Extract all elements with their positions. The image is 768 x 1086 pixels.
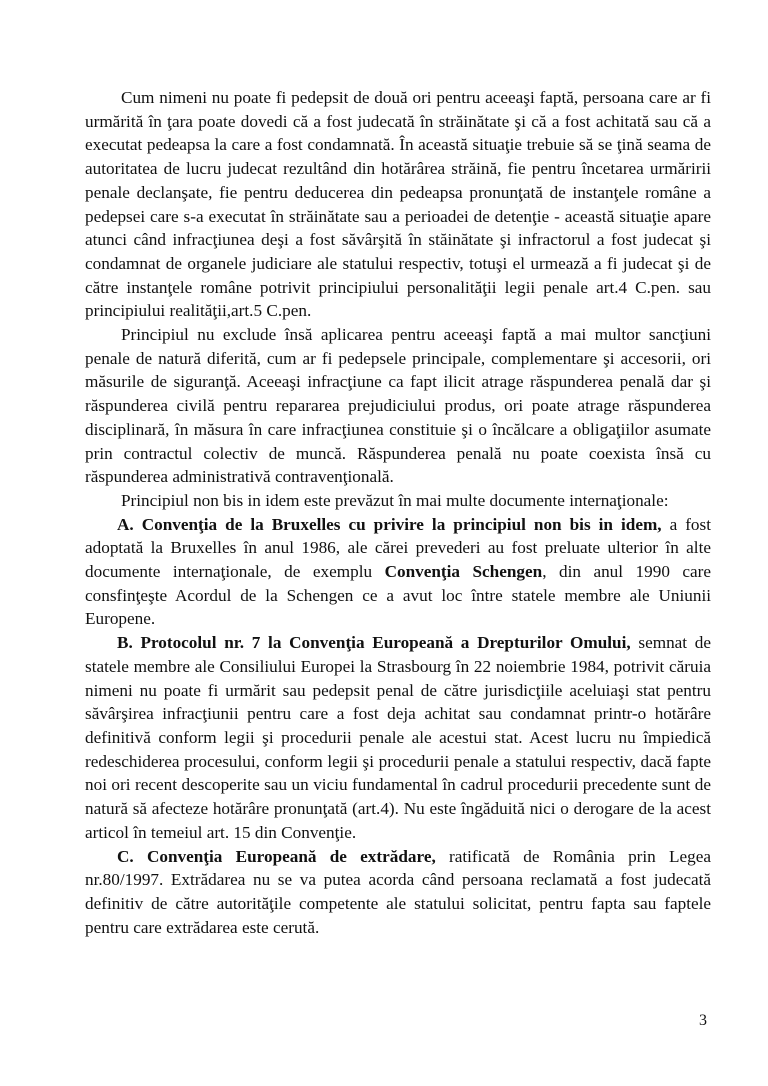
section-a-heading: A. Convenţia de la Bruxelles cu privire la principiul non bis in idem, bbox=[117, 514, 662, 534]
paragraph-international-documents: Principiul non bis in idem este prevăzut în mai multe documente internaţionale: bbox=[121, 490, 669, 510]
section-a-text-1: a fost adoptată la Bruxelles în anul 1986, ale cărei prevederi au fost preluate ulterior în alte documente internaţionale, de exemplu bbox=[85, 514, 711, 582]
section-b-text: semnat de statele membre ale Consiliului Europei la Strasbourg în 22 noiembrie 1984, potrivit căruia nimeni nu poate fi urmărit sau pedepsit penal de către jurisdicţiile aceluiaşi stat pentru săvârşirea infracţiunii pentru care a fost deja achitat sau condamnat printr-o hotărâre definitivă conform legii şi procedurii penale ale acestui stat. Acest lucru nu împiedică redeschiderea procesului, conform legii şi procedurii penale a statului respectiv, dacă fapte noi ori recent descoperite sau un viciu fundamental în cadrul procedurii precedente sunt de natură să afecteze hotărâre pronunţată (art.4). Nu este îngăduită nici o derogare de la acest articol în temeiul art. 15 din Convenţie. bbox=[85, 633, 711, 842]
section-a-paragraph bbox=[85, 513, 711, 632]
paragraph-principle-scope: Principiul nu exclude însă aplicarea pentru aceeaşi faptă a mai multor sancţiuni penale de natură diferită, cum ar fi pedepsele principale, complementare şi accesorii, ori măsurile de siguranţă. Aceeaşi infracţiune ca fapt ilicit atrage răspunderea penală dar şi răspunderea civilă pentru repararea prejudiciului produs, ori poate atrage răspunderea disciplinară, în măsura în care infracţiunea constituie şi o încălcare a obligaţiilor asumate prin contractul colectiv de muncă. Răspunderea penală nu poate coexista însă cu răspunderea administrativă contravenţională. bbox=[85, 325, 711, 487]
section-c-text: ratificată de România prin Legea nr.80/1997. Extrădarea nu se va putea acorda când persoana reclamată a fost judecată definitiv de către autorităţile competente ale statului solicitat, pentru fapta sau faptele pentru care extrădarea este cerută. bbox=[85, 846, 711, 937]
page-number: 3 bbox=[699, 1012, 707, 1029]
paragraph-res-judicata: Cum nimeni nu poate fi pedepsit de două ori pentru aceeaşi faptă, persoana care ar fi urmărită în ţara poate dovedi că a fost judecată în străinătate şi că a fost achitată sau că a executat pedeapsa la care a fost condamnată. În această situaţie trebuie să se ţină seama de autoritatea de lucru judecat rezultând din hotărârea străină, fie pentru încetarea urmăririi penale declanşate, fie pentru deducerea din pedeapsa pronunţată de instanţele române a pedepsei care s-a executat în străinătate sau a perioadei de detenţie - această situaţie apare atunci când infracţiunea deşi a fost săvârşită în stăinătate şi infractorul a fost judecat şi condamnat de organele judiciare ale statului respectiv, totuşi el urmează a fi judecat şi de către instanţele române potrivit principiului personalităţii legii penale art.4 C.pen. sau principiului realităţii,art.5 C.pen. bbox=[85, 88, 711, 321]
schengen-convention-term: Convenţia Schengen bbox=[384, 562, 543, 582]
section-b-paragraph bbox=[85, 631, 711, 844]
section-a-text-2: , din anul 1990 care consfinţeşte Acordul de la Schengen ce a avut loc între statele membre ale Uniunii Europene. bbox=[85, 562, 712, 629]
section-c-heading: C. Convenţia Europeană de extrădare, bbox=[117, 846, 436, 866]
section-c-paragraph bbox=[85, 845, 711, 940]
document-body bbox=[85, 86, 711, 939]
section-b-heading: B. Protocolul nr. 7 la Convenţia Europeană a Drepturilor Omului, bbox=[117, 633, 631, 653]
